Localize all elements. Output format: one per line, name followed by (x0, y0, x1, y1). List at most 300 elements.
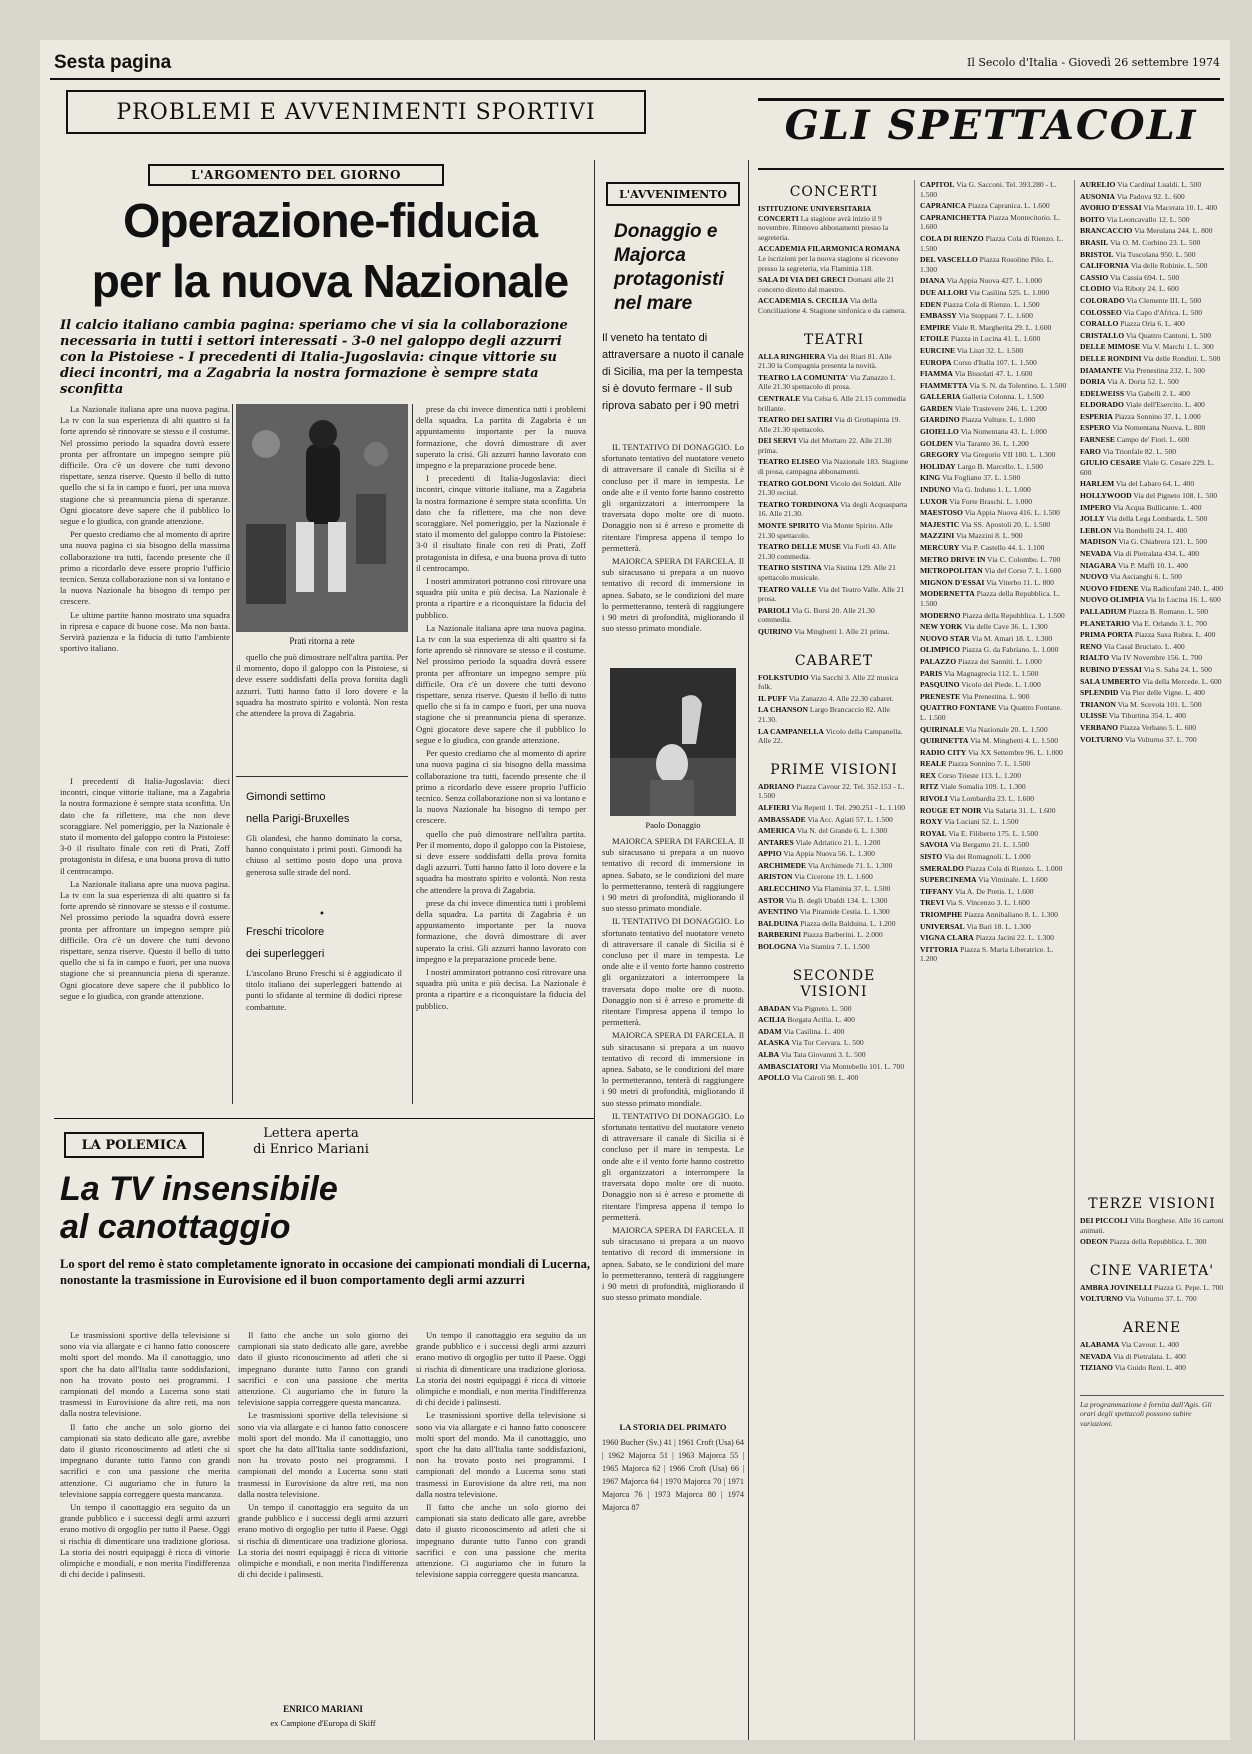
listing-venue-details: Via E. Orlando 3. L. 700 (1130, 618, 1207, 628)
record-table-body: 1960 Bucher (Sv.) 41 | 1961 Croft (Usa) 64 | 1962 Majorca 51 | 1963 Majorca 55 | 1965 Majorca 62 | 1966 Croft (Usa) 66 | 1967 Majorca 64 | 1970 Majorca 70 | 1971 Majorca 76 | 1973 Majorca 80 | 1974 Majorca 87 (602, 1438, 744, 1512)
listing-item (920, 922, 1070, 932)
polemica-column-1 (60, 1330, 230, 1732)
listing-item (920, 645, 1070, 655)
listing-item (1080, 400, 1224, 410)
prati-photo-caption: Prati ritorna a rete (289, 636, 355, 646)
listing-venue-details: Via Zanazzo 1. Alle 21.30 spettacolo di prosa. (758, 372, 896, 392)
listing-item (1080, 447, 1224, 457)
listing-venue-details: Via Pigneto. L. 500 (790, 1003, 852, 1013)
listing-venue-name: RENO (1080, 641, 1102, 651)
listing-venue-name: METRO DRIVE IN (920, 554, 986, 564)
listing-venue-name: GIULIO CESARE (1080, 458, 1141, 468)
main-col3-para-e: Per questo crediamo che al momento di aprire una nuova pagina ci sia bisogno della massima collaborazione tra tutti, facendo presente che il primo a ricordarlo deve essere proprio l'ufficio tecnico. Senza collaborazione non si va lontano e la nuova Nazionale ha bisogno di tempo per crescere. (416, 748, 586, 826)
listing-item (758, 204, 910, 242)
listing-venue-name: MAZZINI (920, 531, 955, 541)
listing-venue-name: DELLE RONDINI (1080, 353, 1142, 363)
listing-venue-details: Via Clemente III. L. 500 (1124, 295, 1202, 305)
listing-venue-details: Piazza B. Romano. L. 500 (1126, 606, 1209, 616)
listing-venue-details: Piazza Vulture. L. 1.000 (959, 415, 1036, 425)
listing-venue-name: TEATRO SISTINA (758, 563, 822, 573)
listing-venue-name: ROXY (920, 817, 943, 827)
prati-photo-graphic (236, 404, 408, 632)
listing-venue-details: Piazza dei Sanniti. L. 1.000 (956, 656, 1042, 666)
listing-item (1080, 1340, 1224, 1350)
listing-venue-name: COLA DI RIENZO (920, 233, 984, 243)
listing-venue-details: Viale Adriatico 21. L. 1.200 (793, 837, 881, 847)
listing-item (920, 288, 1070, 298)
listing-venue-name: DELLE MIMOSE (1080, 342, 1141, 352)
listing-venue-details: Via Taranto 36. L. 1.200 (952, 438, 1029, 448)
listing-venue-name: ARLECCHINO (758, 884, 811, 894)
listing-venue-name: COLORADO (1080, 295, 1125, 305)
listing-venue-name: IMPERO (1080, 502, 1112, 512)
listing-venue-name: DORIA (1080, 377, 1106, 387)
listing-venue-details: Via Acqua Bullicante. L. 400 (1111, 502, 1202, 512)
listing-item (920, 725, 1070, 735)
main-col3-para-f: quello che può dimostrare nell'altra partita. Per il momento, dopo il galoppo con la Pistoiese, si deve essere soddisfatti della prova fornita dagli azzurri. Tutti hanno fatto il loro dovere e la squadra ha mostrato spirito e volontà. Non resta che attendere la prova di Zagabria. (416, 828, 586, 895)
listing-item (920, 945, 1070, 964)
listing-venue-name: REX (920, 770, 937, 780)
listing-venue-name: SUPERCINEMA (920, 875, 977, 885)
polemica-byline-line2: di Enrico Mariani (253, 1142, 369, 1157)
listing-venue-details: Via Casilina 525. L. 1.000 (967, 287, 1050, 297)
listing-item (758, 727, 910, 746)
cinema-list-c (1080, 180, 1224, 1180)
listing-venue-details: Via N. del Grande 6. L. 1.300 (795, 826, 888, 836)
polemica-signature-title: ex Campione d'Europa di Skiff (270, 1718, 376, 1728)
listing-item (920, 910, 1070, 920)
listing-item (920, 323, 1070, 333)
polemica-col2-para-c: Un tempo il canottaggio era seguito da un grande pubblico e i successi degli armi azzurri erano motivo di orgoglio per tutto il Paese. Oggi si rischia di dimenticare una tradizione gloriosa. La storia dei nostri equipaggi è ricca di vittorie olimpiche e mondiali, e non merita l'indifferenza di chi decide i palinsesti. (238, 1502, 408, 1580)
listing-venue-name: PASQUINO (920, 680, 960, 690)
listing-venue-details: Via Montebello 101. L. 700 (818, 1061, 905, 1071)
listing-venue-details: Piazza Capranica. L. 1.600 (965, 201, 1050, 211)
concerti-list (758, 204, 910, 318)
listing-venue-name: AVORIO D'ESSAI (1080, 203, 1142, 213)
listing-venue-details: Via Liszt 32. L. 1.500 (955, 345, 1024, 355)
listing-item (1080, 642, 1224, 652)
listing-venue-details: Via del Teatro Valle. Alle 21 prosa. (758, 584, 905, 604)
listing-item (1080, 412, 1224, 422)
listing-item (920, 508, 1070, 518)
listing-venue-details: Via Guido Reni. L. 400 (1112, 1363, 1186, 1373)
listing-venue-name: TEATRO DELLE MUSE (758, 542, 841, 552)
listing-venue-details: Via Viterbo 11. L. 800 (984, 577, 1054, 587)
polemica-col2-para-b: Le trasmissioni sportive della televisione si sono via via allargate e ci hanno fatto conoscere molti sport del mondo. Ma il canottaggio, uno sport che ha dato all'Italia tante soddisfazioni, non ha trovato posto nei programmi. I campionati del mondo a Lucerna sono stati trasmessi in Eurovisione da altre reti, ma non dalla nostra televisione. (238, 1410, 408, 1499)
listing-venue-details: La stagione avrà inizio il 9 novembre. Rinnovo abbonamenti presso la segreteria. (758, 213, 889, 242)
listing-venue-name: ANTARES (758, 837, 794, 847)
brief-freschi-subtitle: dei superleggeri (246, 948, 325, 960)
listing-venue-details: Piazza Sonnino 7. L. 1.500 (946, 759, 1031, 769)
listing-venue-details: Via Nomentana Nuova. L. 800 (1110, 423, 1206, 433)
listing-item (920, 555, 1070, 565)
listing-venue-name: BARBERINI (758, 930, 802, 940)
listing-venue-name: MAJESTIC (920, 519, 960, 529)
listing-venue-name: EURCINE (920, 345, 956, 355)
listing-venue-name: ACCADEMIA FILARMONICA ROMANA (758, 244, 901, 254)
listing-venue-name: ACCADEMIA S. CECILIA (758, 296, 849, 306)
listing-venue-name: PRIMA PORTA (1080, 630, 1133, 640)
listing-item (758, 585, 910, 604)
listing-item (920, 234, 1070, 253)
listing-venue-details: Via Minghetti 1. Alle 21 prima. (792, 626, 890, 636)
listing-venue-details: Via Repetti 1. Tel. 290.251 - L. 1.100 (789, 802, 906, 812)
listing-item (1080, 537, 1224, 547)
listing-item (758, 919, 910, 929)
listing-venue-name: ARISTON (758, 872, 793, 882)
event-body (602, 442, 744, 664)
listing-item (1080, 389, 1224, 399)
listing-item (758, 930, 910, 940)
listing-venue-name: CALIFORNIA (1080, 261, 1129, 271)
listing-item (920, 450, 1070, 460)
listing-venue-details: Largo B. Marcello. L. 1.500 (955, 461, 1043, 471)
arene-list (1080, 1340, 1224, 1375)
listing-venue-details: Via Tuscolana 950. L. 500 (1113, 249, 1196, 259)
listing-venue-name: CAPRANICA (920, 201, 966, 211)
listing-venue-name: NUOVO STAR (920, 633, 970, 643)
listing-venue-name: TIFFANY (920, 886, 954, 896)
listing-item (758, 373, 910, 392)
listing-venue-name: ODEON (1080, 1237, 1108, 1247)
listing-venue-details: Viale dell'Esercito. L. 400 (1123, 400, 1205, 410)
event-body2-para-d: IL TENTATIVO DI DONAGGIO. Lo sfortunato tentativo del nuotatore veneto di attraversare il canale di Sicilia si è concluso per il mare in tempesta. Le onde alte e il vento forte hanno costretto gli organizzatori a interrompere la traversata dopo molte ore di nuoto. Donaggio non si è arreso e promette di ritentare l'impresa appena il tempo lo permetterà. (602, 1110, 744, 1222)
brief-separator: • (319, 909, 325, 920)
spettacoli-column-b (920, 180, 1070, 1740)
listing-item (1080, 619, 1224, 629)
listing-venue-name: EMBASSY (920, 311, 957, 321)
listing-venue-name: MIGNON D'ESSAI (920, 577, 985, 587)
listing-venue-details: Via S. N. da Tolentino. L. 1.500 (967, 380, 1067, 390)
listing-venue-details: Via Gabelli 2. L. 400 (1124, 388, 1190, 398)
cinema-list-b (920, 180, 1070, 966)
listing-item (920, 201, 1070, 211)
listing-venue-details: Via G. Induno 1. L. 1.000 (950, 485, 1031, 495)
listing-venue-details: Piazza S. Maria Liberatrice. L. 1.200 (920, 944, 1054, 964)
listing-venue-name: MADISON (1080, 537, 1117, 547)
listing-venue-details: Vicolo della Campanella. Alle 22. (758, 726, 903, 746)
listing-item (758, 705, 910, 724)
listing-venue-details: Piazza della Repubblica. L. 1.500 (920, 589, 1060, 608)
listing-item (1080, 1216, 1224, 1235)
listing-venue-name: LA CHANSON (758, 705, 809, 715)
listing-item (920, 852, 1070, 862)
listing-item (1080, 458, 1224, 477)
page-section-label: Sesta pagina (54, 52, 172, 73)
listing-venue-details: Via Salaria 31. L. 1.600 (981, 805, 1056, 815)
listing-item (920, 180, 1070, 199)
listing-item (920, 543, 1070, 553)
listing-venue-name: EMPIRE (920, 322, 951, 332)
listing-item (1080, 308, 1224, 318)
listing-venue-name: TREVI (920, 898, 945, 908)
listing-venue-details: Via SS. Apostoli 20. L. 1.500 (959, 519, 1051, 529)
polemica-byline (226, 1126, 396, 1158)
listing-venue-details: Viale Trastevere 246. L. 1.200 (952, 403, 1047, 413)
brief-gimondi-body: Gli olandesi, che hanno dominato la corsa, hanno conquistato i primi posti. Gimondi ha chiuso al settimo posto dopo una prova generosa sulle strade del nord. (246, 833, 402, 877)
listing-venue-details: Via Acc. Agiati 57. L. 1.500 (805, 814, 893, 824)
listing-venue-details: Piazza Montecitorio. L. 1.600 (920, 212, 1061, 232)
listing-venue-details: Via Tor Cervara. L. 500 (789, 1038, 864, 1048)
listing-venue-name: MODERNO (920, 610, 961, 620)
listing-item (1080, 514, 1224, 524)
listing-venue-details: Piazza Saxa Rubra. L. 400 (1132, 630, 1216, 640)
listing-venue-name: ALASKA (758, 1038, 790, 1048)
polemica-col3-para-b: Le trasmissioni sportive della televisione si sono via via allargate e ci hanno fatto conoscere molti sport del mondo. Ma il canottaggio, uno sport che ha dato all'Italia tante soddisfazioni, non ha trovato posto nei programmi. I campionati del mondo a Lucerna sono stati trasmessi in Eurovisione da altre reti, ma non dalla nostra televisione. (416, 1410, 586, 1499)
listing-venue-details: Via del Labaro 64. L. 400 (1114, 479, 1195, 489)
listing-venue-name: VERBANO (1080, 722, 1118, 732)
event-body-para: IL TENTATIVO DI DONAGGIO. Lo sfortunato tentativo del nuotatore veneto di attraversare il canale di Sicilia si è concluso per il mare in tempesta. Le onde alte e il vento forte hanno costretto gli organizzatori a interrompere la traversata dopo molte ore di nuoto. Donaggio non si è arreso e promette di ritentare l'impresa appena il tempo lo permetterà. (602, 442, 744, 553)
listing-venue-name: BOITO (1080, 214, 1105, 224)
main-col2-para: quello che può dimostrare nell'altra partita. Per il momento, dopo il galoppo con la Pistoiese, si deve essere soddisfatti della prova fornita dagli azzurri. Tutti hanno fatto il loro dovere e la squadra ha mostrato spirito e volontà. Non resta che attendere la prova di Zagabria. (236, 652, 408, 719)
listing-venue-details: Via Tiburtina 354. L. 400 (1107, 711, 1186, 721)
listing-venue-details: Via P. Maffi 10. L. 400 (1116, 560, 1188, 570)
listing-venue-name: ULISSE (1080, 711, 1108, 721)
teatri-heading: TEATRI (803, 331, 865, 348)
listing-venue-details: Piazza della Balduina. L. 1.200 (798, 918, 896, 928)
record-table-title: LA STORIA DEL PRIMATO (619, 1422, 727, 1432)
listing-venue-details: Via IV Novembre 156. L. 700 (1109, 653, 1203, 663)
listing-item (920, 213, 1070, 232)
listing-item (920, 392, 1070, 402)
listing-item (758, 563, 910, 582)
listing-venue-name: ESPERO (1080, 423, 1111, 433)
listing-venue-details: Via Macerata 10. L. 400 (1141, 203, 1218, 213)
listing-venue-name: DIANA (920, 276, 945, 286)
spettacoli-column-a (758, 180, 910, 1740)
listing-venue-details: Villa Borghese. Alle 16 cartoni animati. (1080, 1216, 1224, 1235)
listing-item (920, 276, 1070, 286)
listing-item (1080, 653, 1224, 663)
listing-item (1080, 319, 1224, 329)
listing-venue-name: ESPERIA (1080, 411, 1113, 421)
polemica-top-rule (54, 1118, 594, 1119)
listing-venue-details: Piazza G. da Fabriano. L. 1.000 (960, 645, 1059, 655)
listing-venue-name: ARCHIMEDE (758, 860, 807, 870)
listing-venue-details: Via Trionfale 82. L. 500 (1100, 446, 1177, 456)
listing-venue-name: AMBASSADE (758, 814, 806, 824)
listing-venue-details: Via Radicofani 240. L. 400 (1138, 583, 1224, 593)
listing-venue-name: ADAM (758, 1026, 782, 1036)
listing-venue-name: ALBA (758, 1050, 780, 1059)
listing-venue-name: HOLLYWOOD (1080, 491, 1132, 501)
brief-freschi-title: Freschi tricolore (246, 926, 325, 938)
listing-item (920, 611, 1070, 621)
listing-item (1080, 549, 1224, 559)
listing-item (1080, 677, 1224, 687)
main-col3-para: prese da chi invece dimentica tutti i problemi della squadra. La partita di Zagabria è un appuntamento importante per la nuova formazione, che dovrà dimostrare di aver superato la crisi. Gli azzurri hanno lavorato con impegno e la preparazione procede bene. (416, 404, 586, 471)
listing-venue-name: CORALLO (1080, 319, 1119, 329)
listing-item (920, 369, 1070, 379)
listing-venue-details: Via G. Borsi 20. Alle 21.30 commedia. (758, 605, 875, 625)
listing-venue-name: RIALTO (1080, 653, 1110, 663)
listing-venue-name: KING (920, 473, 941, 483)
listing-item (1080, 1363, 1224, 1373)
listing-venue-details: Piazza in Lucina 41. L. 1.600 (949, 334, 1041, 344)
polemica-headline (60, 1170, 590, 1246)
listing-venue-name: LEBLON (1080, 525, 1112, 535)
listing-item (758, 606, 910, 625)
listing-venue-details: Via del Pigneto 108. L. 500 (1131, 491, 1218, 501)
listing-venue-details: Piazza Rosolino Pilo. L. 1.300 (920, 255, 1054, 274)
listing-venue-details: Piazza Oria 6. L. 400 (1118, 319, 1185, 329)
main-col1-cont-para: I precedenti di Italia-Jugoslavia: dieci incontri, cinque vittorie italiane, ma a Zagabria la nostra formazione è sempre stata sconfitta. Un dato che fa riflettere, ma che non deve scoraggiare. Nel pomeriggio, per la Nazionale è stato il momento del galoppo contro la Pistoiese: 3-0 il risultato finale con reti di Prati, Zoff protagonista in difesa, e una buona prova di tutto il centrocampo. (60, 776, 230, 876)
listing-item (1080, 1352, 1224, 1362)
listing-item (920, 415, 1070, 425)
listing-venue-name: AMBASCIATORI (758, 1061, 819, 1071)
listing-item (920, 473, 1070, 483)
listing-item (1080, 630, 1224, 640)
listing-venue-details: Via Bombelli 24. L. 400 (1111, 525, 1188, 535)
listing-venue-name: NEVADA (1080, 1351, 1112, 1361)
listing-venue-details: Via dei Romagnoli. L. 1.000 (942, 852, 1031, 862)
main-col1-para-c: Le ultime partite hanno mostrato una squadra in ripresa e capace di buone cose. Ma non basta. Servirà pazienza e la fiducia di tutto l'ambiente sportivo italiano. (60, 609, 230, 654)
brief-gimondi-subtitle: nella Parigi-Bruxelles (246, 813, 350, 825)
polemica-col2-para: Il fatto che anche un solo giorno dei campionati sia stato dedicato alle gare, avrebbe dato il giusto riconoscimento ad atleti che si impegnano durante tutto l'anno con grandi sacrifici e con una passione che merita attenzione. Ci auguriamo che in futuro la televisione sappia correggere questa mancanza. (238, 1330, 408, 1408)
listing-venue-details: Via Lombardia 23. L. 1.600 (947, 794, 1034, 804)
listing-venue-name: DEL VASCELLO (920, 255, 978, 265)
listing-venue-name: ALFIERI (758, 802, 790, 812)
listing-item (920, 782, 1070, 792)
spettacoli-rule-1 (914, 180, 915, 1740)
listing-item (758, 1015, 910, 1025)
listing-venue-details: Via Viminale. L. 1.600 (976, 875, 1048, 885)
listing-venue-name: ETOILE (920, 334, 949, 344)
listing-venue-name: REALE (920, 759, 947, 769)
listing-venue-details: Via Prenestina 232. L. 500 (1122, 365, 1205, 375)
listing-venue-name: VOLTURNO (1080, 1294, 1124, 1304)
listing-venue-details: Via M. Amari 18. L. 1.300 (969, 633, 1053, 643)
listing-venue-details: Via M. Scevola 101. L. 500 (1115, 699, 1202, 709)
listing-venue-details: Piazza Verbano 5. L. 600 (1117, 722, 1197, 732)
listing-item (920, 680, 1070, 690)
listing-venue-details: Via Casilina. L. 400 (781, 1026, 845, 1036)
column-rule (594, 160, 595, 1740)
polemica-col1-para: Le trasmissioni sportive della televisione si sono via via allargate e ci hanno fatto conoscere molti sport del mondo. Ma il canottaggio, uno sport che ha dato all'Italia tante soddisfazioni, non ha trovato posto nei programmi. I campionati del mondo a Lucerna sono stati trasmessi in Eurovisione da altre reti, ma non dalla nostra televisione. (60, 1330, 230, 1419)
listing-item (1080, 203, 1224, 213)
listing-venue-name: APPIO (758, 849, 782, 859)
prati-photo (236, 404, 408, 632)
listing-venue-name: TIZIANO (1080, 1363, 1113, 1373)
listing-item (758, 627, 910, 637)
listing-item (758, 1073, 910, 1083)
event-body2-para-e: MAIORCA SPERA DI FARCELA. Il sub siracusano si prepara a un nuovo tentativo di record di immersione in apnea. Sabato, se le condizioni del mare lo permetteranno, tenterà di raggiungere i 90 metri di profondità, migliorando il suo stesso primato mondiale. (602, 1224, 744, 1303)
listing-venue-details: Via Piramide Cestia. L. 1.300 (797, 907, 890, 917)
listing-venue-details: Via XX Settembre 96. L. 1.000 (966, 747, 1063, 757)
listing-item (1080, 250, 1224, 260)
listing-item (1080, 377, 1224, 387)
listing-venue-details: Via Riboty 24. L. 600 (1110, 284, 1179, 294)
listing-venue-name: TEATRO ELISEO (758, 457, 820, 467)
listing-venue-name: FARO (1080, 446, 1101, 456)
listing-venue-details: Via Luciani 52. L. 1.500 (942, 817, 1019, 827)
listing-venue-details: Via Nomentana 43. L. 1.000 (958, 427, 1047, 437)
main-col3-para-b: I precedenti di Italia-Jugoslavia: dieci incontri, cinque vittorie italiane, ma a Zagabria la nostra formazione è sempre stata sconfitta. Un dato che fa riflettere, ma che non deve scoraggiare. Nel pomeriggio, per la Nazionale è stato il momento del galoppo contro la Pistoiese: 3-0 il risultato finale con reti di Prati, Zoff protagonista in difesa, e una buona prova di tutto il centrocampo. (416, 473, 586, 573)
listing-venue-details: Via Prenestina. L. 900 (960, 691, 1030, 701)
listing-venue-details: Via Cardinal Lualdi. L. 500 (1115, 180, 1202, 189)
listing-item (920, 622, 1070, 632)
listing-item (758, 861, 910, 871)
listing-venue-name: AMBRA JOVINELLI (1080, 1282, 1152, 1292)
listing-venue-name: PARIOLI (758, 605, 790, 615)
listing-venue-details: Via Bari 18. L. 1.300 (964, 921, 1031, 931)
listing-item (758, 1038, 910, 1048)
listing-item (758, 826, 910, 836)
listing-item (1080, 435, 1224, 445)
listing-item (920, 875, 1070, 885)
listing-item (920, 840, 1070, 850)
event-body2-para-c: MAIORCA SPERA DI FARCELA. Il sub siracusano si prepara a un nuovo tentativo di record di immersione in apnea. Sabato, se le condizioni del mare lo permetteranno, tenterà di raggiungere i 90 metri di profondità, migliorando il suo stesso primato mondiale. (602, 1030, 744, 1108)
listing-venue-name: OLIMPICO (920, 645, 961, 655)
listing-venue-name: GOLDEN (920, 438, 953, 448)
listing-venue-details: Via del Mortaro 22. Alle 21.30 prima. (758, 436, 892, 455)
listing-venue-details: Via Padova 92. L. 600 (1115, 191, 1185, 201)
listing-venue-details: Via In Lucina 16. L. 600 (1144, 595, 1221, 605)
listing-item (758, 884, 910, 894)
listing-venue-name: AVENTINO (758, 907, 798, 917)
listing-item (920, 427, 1070, 437)
listing-venue-details: Galleria Colonna. L. 1.500 (960, 392, 1044, 402)
listing-venue-name: NIAGARA (1080, 560, 1117, 570)
listing-venue-details: Via V. Marchi 1. L. 300 (1140, 342, 1214, 352)
main-col1-para-b: Per questo crediamo che al momento di aprire una nuova pagina ci sia bisogno della massima collaborazione tra tutti, facendo presente che il primo a ricordarlo deve essere proprio l'ufficio tecnico. Senza collaborazione non si va lontano e la nuova Nazionale ha bisogno di tempo per crescere. (60, 529, 230, 607)
listing-venue-name: GARDEN (920, 403, 953, 413)
listing-venue-name: FARNESE (1080, 435, 1115, 445)
listing-venue-name: TEATRO DEI SATIRI (758, 415, 833, 425)
listing-venue-name: DEI SERVI (758, 436, 797, 446)
listing-item (1080, 273, 1224, 283)
listing-item (920, 692, 1070, 702)
listing-venue-details: Via di Pietralata. L. 400 (1111, 1351, 1186, 1361)
main-col1-para: La Nazionale italiana apre una nuova pagina. La tv con la sua esperienza di alti quattro si fa forte aprendo sè rinnovare se stesso e il costume. Nel prossimo periodo la squadra dovrà essere pronta per affrontare un impegno sempre più difficile. Ora c'è un dovere che tutti devono rispettare, senza riserve. Questo il bello di tutto quello che si fa in campo e fuori, per una nuova stagione che si preannuncia piena di speranze. Ogni giocatore deve sapere che il pubblico lo segue e lo giudica, con grande attenzione. (60, 404, 230, 527)
listing-item (920, 566, 1070, 576)
listing-venue-name: TEATRO TORDINONA (758, 499, 839, 509)
listing-item (1080, 226, 1224, 236)
listing-venue-name: TEATRO LA COMUNITA' (758, 372, 849, 382)
column-rule-2 (232, 404, 233, 1104)
listing-venue-details: Via Forte Braschi. L. 1.000 (947, 496, 1033, 506)
listing-venue-name: QUIRINALE (920, 724, 964, 734)
listing-item (1080, 561, 1224, 571)
sidebar-briefs (236, 776, 408, 1103)
listing-venue-details: Piazza della Repubblica. L. 1.500 (960, 610, 1065, 620)
listing-venue-name: TEATRO VALLE (758, 584, 817, 594)
listing-venue-details: Via dei Riari 81. Alle 21.30 la Compagnia presenta la novità. (758, 351, 892, 371)
concerti-heading: CONCERTI (789, 184, 879, 200)
listing-item (758, 803, 910, 813)
listing-venue-details: Via Nazionale 20. L. 1.500 (963, 724, 1048, 734)
listing-venue-details: Via Pier delle Vigne. L. 400 (1118, 688, 1205, 698)
listing-item (758, 896, 910, 906)
listing-venue-details: Via delle Robinie. L. 500 (1128, 261, 1208, 271)
listing-venue-details: Via Appia Nuova 56. L. 1.300 (781, 849, 875, 859)
listing-item (920, 703, 1070, 722)
listing-item (1080, 342, 1224, 352)
listing-venue-name: MODERNETTA (920, 589, 975, 599)
listing-item (1080, 261, 1224, 271)
listing-item (758, 1027, 910, 1037)
listing-venue-details: Via Sistina 129. Alle 21 spettacolo musicale. (758, 563, 896, 582)
listing-venue-name: SALA DI VIA DEI GRECI (758, 275, 846, 285)
listing-venue-details: Le iscrizioni per la nuova stagione si ricevono presso la segreteria, via Flaminia 118. (758, 253, 899, 273)
arene-heading: ARENE (1122, 1319, 1182, 1336)
listing-venue-name: ROUGE ET NOIR (920, 805, 982, 815)
listing-venue-name: CASSIO (1080, 272, 1109, 282)
listing-item (920, 736, 1070, 746)
terze-visioni-list (1080, 1216, 1224, 1249)
listing-venue-name: METROPOLITAN (920, 566, 983, 576)
listing-venue-name: RUBINO D'ESSAI (1080, 664, 1142, 674)
